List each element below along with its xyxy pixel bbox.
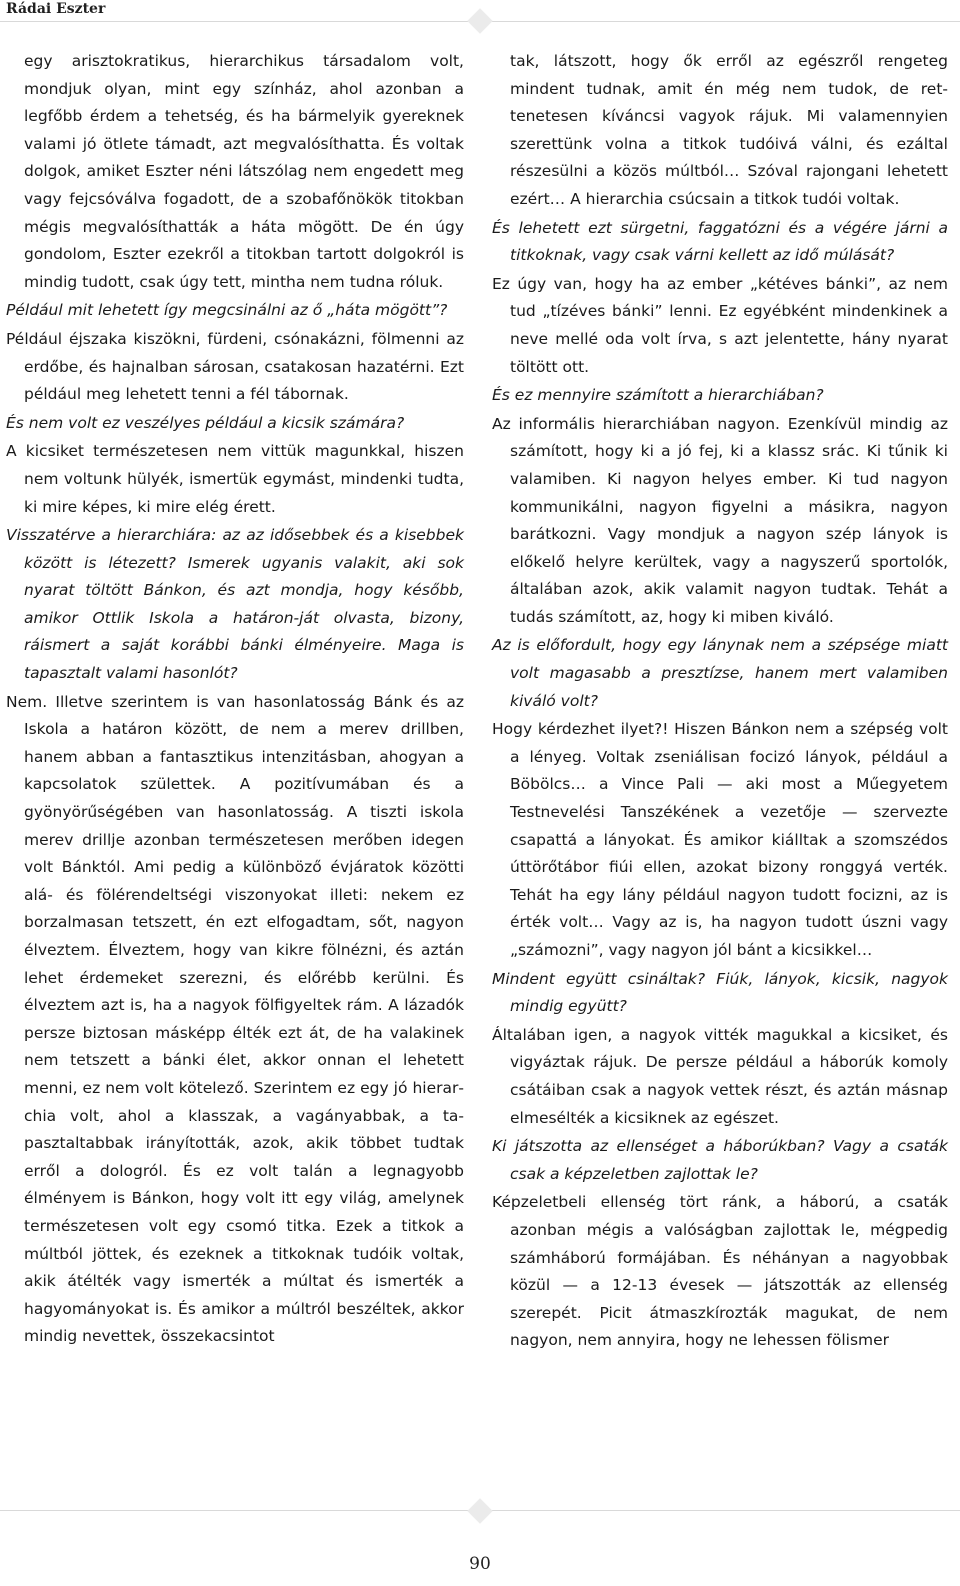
diamond-ornament-icon [467, 8, 492, 33]
paragraph-question: És nem volt ez veszélyes például a kicsik számára? [6, 413, 405, 432]
paragraph-answer: Képzeletbeli ellenség tört ránk, a háború, a csaták azonban mégis a valóságban zajlottak le, mégpedig számháború formájában. És néhányan a nagyobbak közül — a 12-13 évesek — játszották az ellenség szerepét. Picit átmaszkírozták magukat, de nem nagyon, nem annyira, hogy ne lehessen fölismer [492, 1193, 948, 1350]
paragraph-answer: Például éjszaka kiszökni, fürdeni, csónakázni, fölmenni az erdőbe, és hajnalban sárosan, csatakosan hazatérni. Ezt például meg lehetett tenni a fél tábornak. [6, 329, 464, 404]
paragraph-answer: Általában igen, a nagyok vitték magukkal a kicsiket, és vigyáztak rájuk. De persze például a háborúk komoly csátáiban csak a nagyok vettek részt, és aztán másnap elmesélték a kicsiknek az egészet. [492, 1025, 948, 1127]
paragraph-question: Visszatérve a hierarchiára: az az idősebbek és a kisebbek között is létezett? Ismerek ugyanis valakit, aki sok nyarat töltött Bánkon, és azt mondja, hogy később, amikor Ottlik Iskola a határon-ját olvasta, bizony, ráismert a saját korábbi bánki élményeire. Maga is tapasztalt valami hasonlót? [6, 526, 464, 683]
running-head-author: Rádai Eszter [6, 1, 106, 17]
paragraph-question: És ez mennyire számított a hierarchiában? [492, 386, 824, 405]
paragraph-answer: egy arisztokratikus, hierarchikus társadalom volt, mondjuk olyan, mint egy színház, ahol azonban a legfőbb érdem a tehetség, és ha bármelyik gyereknek valami jó ötlete támadt, azt megvalósíthatta. És voltak dolgok, amiket Eszter néni látszólag nem engedett meg vagy fejcsóválva fogadott, de a szobafőnökök titokban mégis megvalósíthatták a háta mögött. De én úgy gondolom, Eszter ezekről a titokban tartott dolgokról is mindig tudott, csak úgy tett, mintha nem tudna róluk. [24, 52, 464, 291]
paragraph-answer: Ez úgy van, hogy ha az ember „kétéves bánki”, az nem tud „tízéves bánki” lenni. Ez egyébként mindenkinek a neve mellé oda volt írva, s azt jelentette, hány nyarat töltött ott. [492, 274, 948, 376]
paragraph-answer: A kicsiket természetesen nem vittük magunkkal, hiszen nem voltunk hülyék, ismertük egymást, mindenki tudta, ki mire képes, ki mire elég érett. [6, 442, 464, 516]
paragraph-answer: tak, látszott, hogy ők erről az egészről rengeteg mindent tudnak, amit én még nem tudok, de rettenetesen kíváncsi vagyok rájuk. Mi valamennyien szerettünk volna a titkok tudóivá válni, és ezáltal részesülni a közös múltból… Szóval rajongani lehetett ezért… A hierarchia csúcsain a titkok tudói voltak. [510, 52, 948, 208]
paragraph-question: Ki játszotta az ellenséget a háborúkban? Vagy a csaták csak a képzeletben zajlottak le? [492, 1137, 948, 1183]
right-column [492, 48, 948, 1356]
paragraph-question: Az is előfordult, hogy egy lánynak nem a szépsége miatt volt magasabb a presztízse, hanem mert valamiben kiváló volt? [492, 636, 948, 710]
diamond-ornament-icon [467, 1498, 492, 1523]
paragraph-question: Például mit lehetett így megcsinálni az ő „háta mögött”? [6, 301, 448, 320]
page-header [0, 0, 960, 24]
page-number: 90 [469, 1554, 491, 1574]
left-column [6, 48, 464, 1352]
paragraph-answer: Az informális hierarchiában nagyon. Ezenkívül mindig az számított, hogy ki a jó fej, ki a klassz srác. Ki tűnik ki valamiben. Ki nagyon helyes ember. Ki tud nagyon kommunikálni, nagyon figyelni a másikra, nagyon barátkozni. Vagy mondjuk a nagyon szép lányok is előkelő helyre kerültek, vagy a nagyszerű sportolók, általában azok, akik valamit nagyon tudtak. Tehát a tudás számított, az, hogy ki miben kiváló. [492, 414, 948, 626]
paragraph-answer: Nem. Illetve szerintem is van hasonlatosság Bánk és az Iskola a határon között, de nem a merev drillben, hanem abban a fantasztikus intenzitásban, ahogyan a kapcsolatok születtek. A pozitívumában és a gyönyörűségében van hasonlatosság. A tiszti iskola merev drillje azonban természetesen merőben idegen volt Bánktól. Ami pedig a különböző évjáratok közötti alá- és fölérendeltségi viszonyokat illeti: nekem ez borzalmasan tetszett, én ezt elfogadtam, sőt, nagyon élveztem. Élveztem, hogy van kikre fölnézni, és aztán lehet érdemeket szerezni, és előrébb kerülni. És élveztem azt is, ha a nagyok fölfigyeltek rám. A lázadók persze biztosan másképp élték ezt át, de ha valakinek nem tetszett a bánki élet, akkor onnan el lehetett menni, ez nem volt kötelező. Szerintem ez egy jó hierarchia volt, ahol a klasszak, a vagányabbak, a tapasztaltabbak irányították, azok, akik többet tudtak erről a dologról. És ez volt talán a legnagyobb élményem is Bánkon, hogy volt itt egy világ, amelynek természetesen volt egy csomó titka. Ezek a titkok a múltból jöttek, és ezeknek a titkoknak tudóik voltak, akik átélték vagy ismerték a múltat és ismerték a hagyományokat is. És amikor a múltról beszéltek, akkor mindig nevettek, összekacsintot [6, 692, 464, 1346]
paragraph-question: Mindent együtt csináltak? Fiúk, lányok, kicsik, nagyok mindig együtt? [492, 969, 948, 1016]
paragraph-answer: Hogy kérdezhet ilyet?! Hiszen Bánkon nem a szépség volt a lényeg. Voltak zseniálisan focizó lányok, például a Böbölcs… a Vince Pali — aki most a Műegyetem Testnevelési Tanszékének a vezetője — szervezte csapattá a lányokat. És amikor kiálltak a szomszédos úttörőtábor fiúi ellen, azokat bizony ronggyá verték. Tehát ha egy lány például nagyon tudott focizni, az is érték volt… Vagy az is, ha nagyon tudott úszni vagy „számozni”, vagy nagyon jól bánt a kicsikkel… [492, 720, 948, 959]
paragraph-question: És lehetett ezt sürgetni, faggatózni és a végére járni a titkoknak, vagy csak várni kellett az idő múlását? [492, 218, 948, 265]
